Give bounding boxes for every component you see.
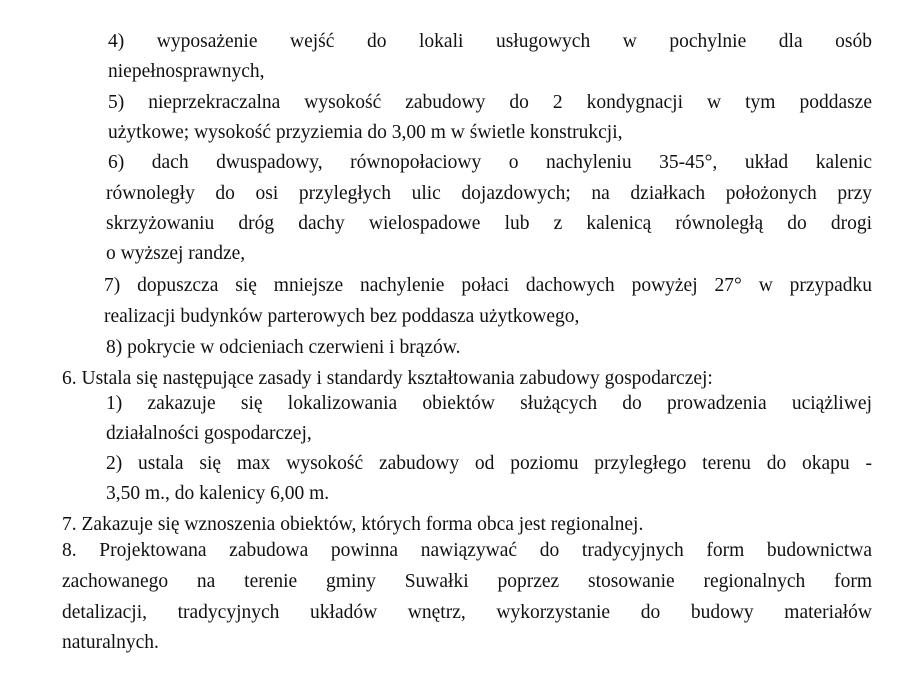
text-line: działalności gospodarczej, [106, 423, 312, 444]
text-line: o wyższej randze, [106, 243, 246, 264]
text-line: detalizacji, tradycyjnych układów wnętrz, wykorzystanie do budowy materiałów [62, 602, 872, 623]
text-line: naturalnych. [62, 632, 159, 653]
text-line: 7. Zakazuje się wznoszenia obiektów, których forma obca jest regionalnej. [62, 514, 644, 535]
text-line: skrzyżowaniu dróg dachy wielospadowe lub z kalenicą równoległą do drogi [106, 213, 872, 234]
text-line: 3,50 m., do kalenicy 6,00 m. [106, 483, 330, 504]
text-line: 6) dach dwuspadowy, równopołaciowy o nachyleniu 35-45°, układ kalenic [108, 152, 872, 173]
text-line: zachowanego na terenie gminy Suwałki poprzez stosowanie regionalnych form [62, 571, 872, 592]
section-heading: 6. Ustala się następujące zasady i standardy kształtowania zabudowy gospodarczej: [62, 368, 713, 389]
text-line: 8. Projektowana zabudowa powinna nawiązywać do tradycyjnych form budownictwa [62, 540, 872, 561]
text-line: 4) wyposażenie wejść do lokali usługowych w pochylnie dla osób [108, 31, 872, 52]
text-line: realizacji budynków parterowych bez poddasza użytkowego, [104, 306, 580, 327]
text-line: 5) nieprzekraczalna wysokość zabudowy do 2 kondygnacji w tym poddasze [108, 92, 872, 113]
text-line: 7) dopuszcza się mniejsze nachylenie połaci dachowych powyżej 27° w przypadku [104, 275, 872, 296]
text-line: 2) ustala się max wysokość zabudowy od poziomu przyległego terenu do okapu - [106, 453, 872, 474]
text-line: równoległy do osi przyległych ulic dojazdowych; na działkach położonych przy [106, 183, 872, 204]
text-line: użytkowe; wysokość przyziemia do 3,00 m w świetle konstrukcji, [108, 122, 623, 143]
text-line: 1) zakazuje się lokalizowania obiektów służących do prowadzenia uciążliwej [106, 393, 872, 414]
text-line: niepełnosprawnych, [108, 61, 265, 82]
text-line: 8) pokrycie w odcieniach czerwieni i brązów. [106, 337, 461, 358]
